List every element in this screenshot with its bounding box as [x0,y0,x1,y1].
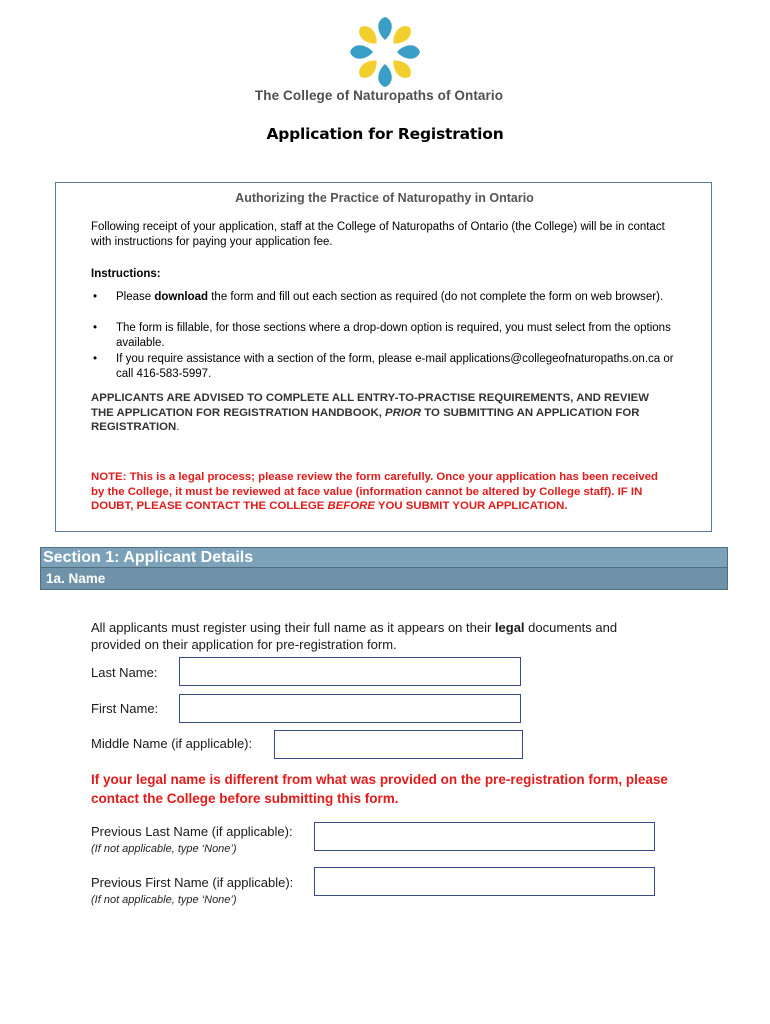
advisory-notice [91,391,671,435]
name-instructions-bold: legal [494,620,525,635]
section-header [40,547,728,568]
college-logo-icon [340,14,430,90]
first-name-label: First Name: [91,701,159,716]
previous-last-name-hint: (If not applicable, type ‘None’) [91,843,237,855]
middle-name-field[interactable] [274,730,523,759]
advisory-text: APPLICANTS ARE ADVISED TO COMPLETE ALL ENTRY-TO-PRACTISE REQUIREMENTS, AND REVIEW THE APPLICATION FOR REGISTRATION HANDBOOK, [91,392,649,419]
section-title: Section 1: Applicant Details [43,549,254,566]
last-name-field[interactable] [179,657,521,686]
advisory-end: . [176,421,180,433]
previous-first-name-hint: (If not applicable, type ‘None’) [91,894,237,906]
advisory-text: TO SUBMITTING AN APPLICATION FOR REGISTRATION [91,406,640,433]
note-text: NOTE: This is a legal process; please review the form carefully. Once your application has been received by the College, it must be reviewed at face value (information cannot be altered by College staff). IF IN DOUBT, PLEASE CONTACT THE COLLEGE [91,471,658,512]
instruction-bold-text: download [154,291,209,303]
intro-paragraph: Following receipt of your application, staff at the College of Naturopaths of Ontario (the College) will be in contact with instructions for paying your application fee. [91,221,665,248]
instruction-text: The form is fillable, for those sections where a drop-down option is required, you must select from the options available. [116,322,671,349]
note-emphasis: BEFORE [327,500,375,512]
legal-note [91,470,671,514]
subsection-header [40,568,728,590]
info-box-heading: Authorizing the Practice of Naturopathy in Ontario [235,191,534,205]
note-text: YOU SUBMIT YOUR APPLICATION. [374,500,568,512]
first-name-field[interactable] [179,694,521,723]
instruction-text: the form and fill out each section as required (do not complete the form on web browser). [208,291,664,303]
page-title: Application for Registration [266,125,504,143]
previous-first-name-field[interactable] [314,867,655,896]
instruction-text: Please [116,291,155,303]
bullet-icon: • [93,291,98,303]
middle-name-label: Middle Name (if applicable): [91,736,253,751]
name-instructions-text: All applicants must register using their full name as it appears on their [91,620,495,635]
advisory-emphasis: PRIOR [385,406,422,419]
instruction-text: If you require assistance with a section of the form, please e-mail applications@collegeofnaturopaths.on.ca or call 416-583-5997. [116,353,674,380]
subsection-title: 1a. Name [46,571,106,586]
info-box [55,182,712,532]
org-name: The College of Naturopaths of Ontario [254,88,504,103]
previous-last-name-label: Previous Last Name (if applicable): [91,824,293,839]
bullet-icon: • [93,322,98,334]
legal-name-warning: If your legal name is different from what was provided on the pre-registration form, please contact the College before submitting this form. [91,772,668,806]
name-instructions [91,619,651,653]
name-instructions-text: documents and provided on their application for pre-registration form. [91,620,618,652]
previous-last-name-field[interactable] [314,822,655,851]
last-name-label: Last Name: [91,665,158,680]
previous-first-name-label: Previous First Name (if applicable): [91,875,294,890]
instructions-heading: Instructions: [91,268,161,280]
bullet-icon: • [93,353,98,365]
